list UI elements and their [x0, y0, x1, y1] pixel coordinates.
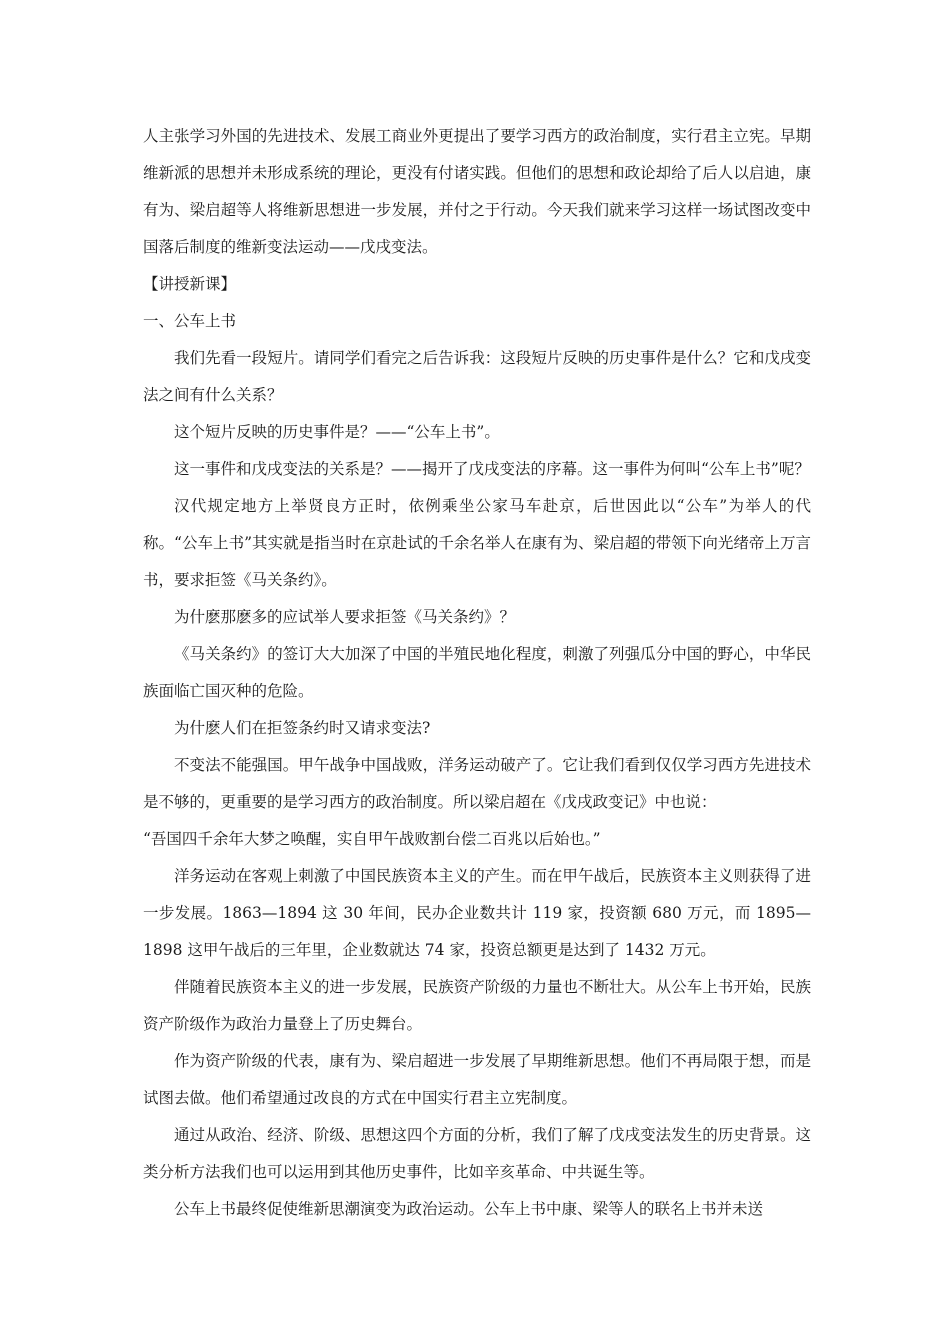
paragraph: 《马关条约》的签订大大加深了中国的半殖民地化程度，刺激了列强瓜分中国的野心，中华民族面临亡国灭种的危险。: [143, 645, 811, 700]
paragraph: 作为资产阶级的代表，康有为、梁启超进一步发展了早期维新思想。他们不再局限于想，而是试图去做。他们希望通过改良的方式在中国实行君主立宪制度。: [143, 1052, 811, 1107]
quotation: “吾国四千余年大梦之唤醒，实自甲午战败割台偿二百兆以后始也。”: [143, 830, 601, 848]
paragraph: 公车上书最终促使维新思潮演变为政治运动。公车上书中康、梁等人的联名上书并未送: [174, 1200, 764, 1218]
paragraph: 伴随着民族资本主义的进一步发展，民族资产阶级的力量也不断壮大。从公车上书开始，民族资产阶级作为政治力量登上了历史舞台。: [143, 978, 811, 1033]
document-body: [143, 118, 811, 1228]
paragraph-intro: 人主张学习外国的先进技术、发展工商业外更提出了要学习西方的政治制度，实行君主立宪。早期维新派的思想并未形成系统的理论，更没有付诸实践。但他们的思想和政论却给了后人以启迪，康有为、梁启超等人将维新思想进一步发展，并付之于行动。今天我们就来学习这样一场试图改变中国落后制度的维新变法运动——戊戌变法。: [143, 127, 811, 256]
section-heading-new-lesson: 【讲授新课】: [143, 275, 237, 293]
paragraph: 为什麽那麽多的应试举人要求拒签《马关条约》？: [174, 608, 516, 626]
paragraph: 我们先看一段短片。请同学们看完之后告诉我：这段短片反映的历史事件是什么？它和戊戌变法之间有什么关系？: [143, 349, 811, 404]
paragraph: 汉代规定地方上举贤良方正时，依例乘坐公家马车赴京，后世因此以“公车”为举人的代称。“公车上书”其实就是指当时在京赴试的千余名举人在康有为、梁启超的带领下向光绪帝上万言书，要求拒签《马关条约》。: [143, 497, 811, 589]
paragraph: 这一事件和戊戌变法的关系是？——揭开了戊戌变法的序幕。这一事件为何叫“公车上书”呢？: [174, 460, 810, 478]
paragraph: 通过从政治、经济、阶级、思想这四个方面的分析，我们了解了戊戌变法发生的历史背景。这类分析方法我们也可以运用到其他历史事件，比如辛亥革命、中共诞生等。: [143, 1126, 811, 1181]
section-heading-gongche-shangshu: 一、公车上书: [143, 312, 237, 330]
paragraph: 为什麽人们在拒签条约时又请求变法?: [174, 719, 431, 737]
paragraph: 不变法不能强国。甲午战争中国战败，洋务运动破产了。它让我们看到仅仅学习西方先进技术是不够的，更重要的是学习西方的政治制度。所以梁启超在《戊戌政变记》中也说：: [143, 756, 811, 811]
paragraph: 洋务运动在客观上刺激了中国民族资本主义的产生。而在甲午战后，民族资本主义则获得了进一步发展。1863—1894 这 30 年间，民办企业数共计 119 家，投资额 680 万元，而 1895—1898 这甲午战后的三年里，企业数就达 74 家，投资总额更是达到了 1432 万元。: [143, 867, 811, 959]
paragraph: 这个短片反映的历史事件是？——“公车上书”。: [174, 423, 500, 441]
